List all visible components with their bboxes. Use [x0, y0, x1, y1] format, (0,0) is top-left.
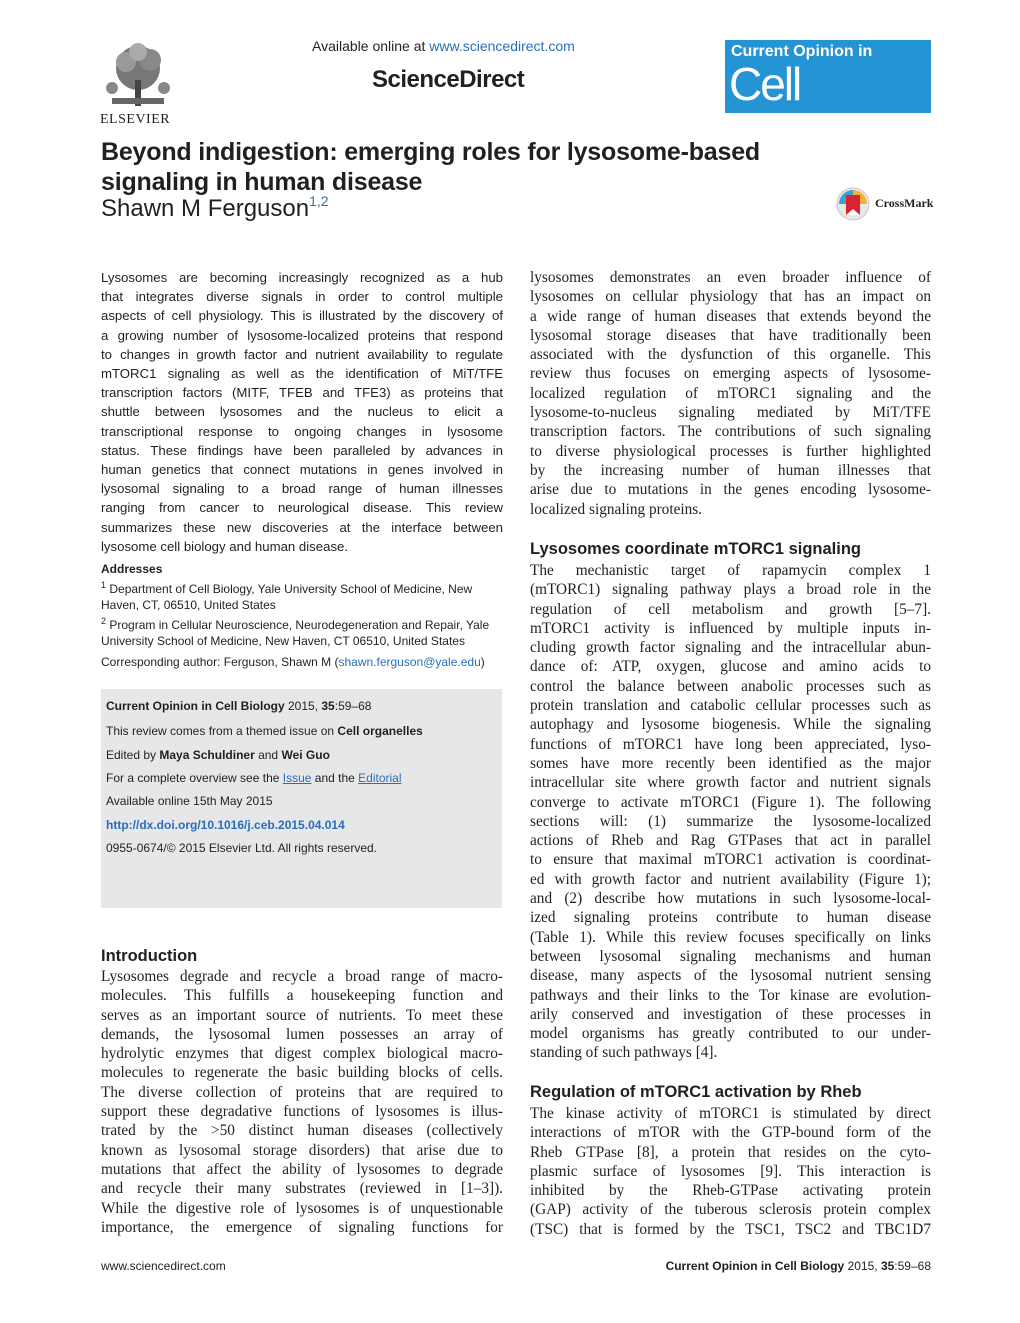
mtorc1-line: autophagy and lysosome biogenesis. While the signaling — [530, 716, 931, 734]
intro-line: demands, the lysosomal lumen possesses an array of — [101, 1025, 503, 1043]
infobox-and: and — [254, 748, 282, 762]
footer-volume: 35 — [880, 1259, 895, 1273]
mtorc1-line: somes have more recently been identified as the major — [530, 754, 931, 772]
footer-pages: :59–68 — [894, 1259, 931, 1273]
intro-line: The diverse collection of proteins that are required to — [101, 1083, 503, 1101]
author-name: Shawn M Ferguson — [101, 195, 310, 222]
footer-year: 2015, — [844, 1259, 881, 1273]
mtorc1-line: intracellular site where growth factor and nutrient signals — [530, 774, 931, 792]
mtorc1-line: converge to activate mTORC1 (Figure 1). The following — [530, 793, 931, 811]
mtorc1-line: standing of such pathways [4]. — [530, 1044, 718, 1062]
crossmark-icon — [835, 186, 871, 222]
body-line: by the increasing number of human illnesses that — [530, 461, 931, 479]
footer-citation — [666, 1259, 931, 1273]
infobox-available: Available online 15th May 2015 — [106, 794, 273, 808]
intro-body — [101, 967, 503, 1237]
mtorc1-line: mTORC1 activity is influenced by multiple inputs in- — [530, 619, 931, 637]
infobox-editor-2: Wei Guo — [281, 748, 330, 762]
body-line: transcription factors. The contributions of such signaling — [530, 423, 931, 441]
rheb-line: inhibited by the Rheb-GTPase activating protein — [530, 1182, 931, 1200]
abstract-line: that integrates diverse signals in order to control multiple — [101, 289, 503, 305]
intro-line: support these degradative functions of lysosomes is illus- — [101, 1103, 503, 1121]
abstract-line: transcriptional response to ongoing changes in lysosome — [101, 423, 503, 439]
infobox-editors — [106, 748, 330, 762]
section-heading-mtorc1: Lysosomes coordinate mTORC1 signaling — [530, 540, 861, 558]
infobox-overview — [106, 771, 402, 785]
mtorc1-line: disease, many aspects of the lysosomal nutrient sensing — [530, 967, 931, 985]
infobox-pages: :59–68 — [334, 699, 372, 713]
editorial-link[interactable]: Editorial — [358, 771, 402, 785]
mtorc1-line: between lysosomal signaling mechanisms and human — [530, 947, 931, 965]
body-line: localized signaling proteins. — [530, 500, 703, 518]
intro-line: Lysosomes degrade and recycle a broad range of macro- — [101, 968, 503, 985]
address-1-cont: Haven, CT, 06510, United States — [101, 598, 276, 612]
mtorc1-line: ized signaling proteins contribute to human disease — [530, 909, 931, 927]
mtorc1-line: The mechanistic target of rapamycin complex 1 — [530, 562, 931, 579]
available-prefix: Available online at — [312, 38, 430, 54]
mtorc1-line: protein translation and catabolic cellular processes such as — [530, 697, 931, 715]
abstract — [101, 268, 503, 556]
infobox-theme-name: Cell organelles — [337, 724, 423, 738]
corr-suffix: ) — [480, 655, 485, 669]
body-line: lysosome-to-nucleus signaling mediated by MiT/TFE — [530, 404, 931, 422]
corr-email-link[interactable]: shawn.ferguson@yale.edu — [338, 655, 481, 669]
abstract-line: human genetics that connect mutations in genes involved in — [101, 462, 503, 478]
infobox-edited-prefix: Edited by — [106, 748, 160, 762]
address-2-num: 2 — [101, 616, 107, 626]
infobox-journal: Current Opinion in Cell Biology — [106, 699, 285, 713]
mtorc1-line: actions of Rheb and Rag GTPases that act in parallel — [530, 832, 931, 850]
intro-line: While the digestive role of lysosomes is of unquestionable — [101, 1199, 503, 1217]
infobox-theme-prefix: This review comes from a themed issue on — [106, 724, 338, 738]
body-line: a wide range of human diseases that extends beyond the — [530, 307, 931, 325]
mtorc1-line: ed with growth factor and nutrient availability (Figure 1); — [530, 870, 931, 888]
infobox-year: 2015, — [284, 699, 322, 713]
rheb-line: (GAP) activity of the tuberous sclerosis protein complex — [530, 1201, 931, 1219]
infobox-citation — [106, 699, 371, 713]
journal-logo-line1: Current Opinion in — [731, 43, 873, 60]
intro-line: molecules. This fulfills a housekeeping function and — [101, 987, 503, 1005]
abstract-line: lysosome cell biology and human disease. — [101, 538, 349, 554]
abstract-line: transcription factors (MITF, TFEB and TFE3) as proteins that — [101, 385, 503, 401]
sciencedirect-brand: ScienceDirect — [372, 66, 525, 93]
abstract-line: to changes in growth factor and nutrient availability to regulate — [101, 346, 503, 362]
body-line: lysosomes on cellular physiology that has an impact on — [530, 288, 931, 306]
abstract-line: shuttle between lysosomes and the nucleus to elicit a — [101, 404, 503, 420]
body-line: arise due to mutations in the genes encoding lysosome- — [530, 481, 931, 499]
publisher-name: ELSEVIER — [100, 112, 171, 127]
mtorc1-line: to ensure that maximal mTORC1 activation is coordinat- — [530, 851, 931, 869]
doi-link[interactable]: http://dx.doi.org/10.1016/j.ceb.2015.04.014 — [106, 818, 345, 832]
body-line: localized regulation of mTORC1 signaling and the — [530, 384, 931, 402]
crossmark-badge[interactable] — [835, 186, 935, 222]
article-title: Beyond indigestion: emerging roles for lysosome-based signaling in human disease — [101, 138, 760, 196]
address-1-num: 1 — [101, 580, 107, 590]
body-line: review thus focuses on emerging aspects of lysosome- — [530, 365, 931, 383]
mtorc1-line: control the balance between anabolic processes such as — [530, 677, 931, 695]
sciencedirect-link[interactable]: www.sciencedirect.com — [429, 38, 575, 54]
issue-link[interactable]: Issue — [282, 771, 312, 785]
intro-line: and recycle their many substrates (reviewed in [1–3]). — [101, 1180, 503, 1198]
infobox-editor-1: Maya Schuldiner — [159, 748, 255, 762]
mtorc1-line: model organisms has greatly contributed to our under- — [530, 1025, 931, 1043]
journal-logo-line2: Cell Biology — [729, 58, 866, 162]
mtorc1-line: (Table 1). While this review focuses specifically on links — [530, 928, 931, 946]
mtorc1-line: functions of mTORC1 have long been appreciated, lyso- — [530, 735, 931, 753]
rheb-line: interactions of mTOR with the GTP-bound form of the — [530, 1124, 931, 1142]
intro-line: mutations that affect the ability of lysosomes to degrade — [101, 1160, 503, 1178]
body-line: lysosomes demonstrates an even broader influence of — [530, 269, 931, 286]
infobox-overview-mid: and the — [311, 771, 359, 785]
intro-line: importance, the emergence of signaling functions for — [101, 1218, 503, 1236]
rheb-body — [530, 1104, 931, 1239]
intro-line: known as lysosomal storage disorders) that arise due to — [101, 1141, 503, 1159]
rheb-line: (TSC) that is formed by the TSC1, TSC2 and TBC1D7 — [530, 1220, 931, 1238]
available-online — [312, 38, 575, 54]
address-1 — [101, 577, 503, 597]
corr-prefix: Corresponding author: Ferguson, Shawn M ( — [101, 655, 339, 669]
author — [101, 195, 329, 223]
abstract-line: lysosomal signaling to a broad range of human illnesses — [101, 481, 503, 497]
mtorc1-line: and (2) describe how mutations in such lysosome-local- — [530, 890, 931, 908]
intro-line: molecules to regenerate the basic building blocks of cells. — [101, 1064, 503, 1082]
mtorc1-line: regulation of cell metabolism and growth [5–7]. — [530, 600, 931, 618]
intro-line: trated by the >50 distinct human diseases (collectively — [101, 1122, 503, 1140]
mtorc1-line: arily conserved and investigation of these processes in — [530, 1005, 931, 1023]
infobox-theme — [106, 724, 423, 738]
author-affiliation-sup[interactable]: 1,2 — [309, 193, 329, 209]
body-line: associated with the dysfunction of this organelle. This — [530, 346, 931, 364]
infobox-overview-prefix: For a complete overview see the — [106, 771, 283, 785]
abstract-line: summarizes these new discoveries at the interface between — [101, 519, 503, 535]
footer-journal: Current Opinion in Cell Biology — [665, 1259, 845, 1273]
address-2-line1: Program in Cellular Neuroscience, Neurodegeneration and Repair, Yale — [109, 618, 490, 632]
body-line: to diverse physiological processes is further highlighted — [530, 442, 931, 460]
rheb-line: plasmic surface of lysosomes [9]. This interaction is — [530, 1162, 931, 1180]
rheb-line: The kinase activity of mTORC1 is stimulated by direct — [530, 1105, 931, 1122]
mtorc1-body — [530, 561, 931, 1063]
mtorc1-line: (mTORC1) signaling pathway plays a broad role in the — [530, 581, 931, 599]
address-2-cont: University School of Medicine, New Haven, CT 06510, United States — [101, 634, 465, 648]
intro-line: hydrolytic enzymes that digest complex biological macro- — [101, 1045, 503, 1063]
infobox-copyright: 0955-0674/© 2015 Elsevier Ltd. All rights reserved. — [106, 841, 377, 855]
abstract-line: mTORC1 signaling as well as the identification of MiT/TFE — [101, 366, 503, 382]
section-heading-introduction: Introduction — [101, 947, 198, 965]
mtorc1-line: sections will: (1) summarize the lysosome-localized — [530, 812, 931, 830]
addresses-heading: Addresses — [101, 562, 163, 576]
right-column-continuation — [530, 268, 931, 519]
address-1-line1: Department of Cell Biology, Yale University School of Medicine, New — [109, 582, 473, 596]
footer-url[interactable]: www.sciencedirect.com — [101, 1259, 226, 1273]
section-heading-rheb: Regulation of mTORC1 activation by Rheb — [530, 1083, 862, 1101]
article-info-box — [101, 689, 502, 908]
abstract-line: Lysosomes are becoming increasingly recognized as a hub — [101, 270, 503, 285]
addresses — [101, 561, 503, 649]
mtorc1-line: cluding growth factor signaling and the intracellular abun- — [530, 639, 931, 657]
journal-logo — [725, 40, 931, 162]
mtorc1-line: pathways and their links to the Tor kinase are evolution- — [530, 986, 931, 1004]
corresponding-author — [101, 655, 503, 669]
rheb-line: Rheb GTPase [8], a protein that resides on the cyto- — [530, 1143, 931, 1161]
elsevier-logo — [98, 40, 180, 130]
abstract-line: a growing number of lysosome-localized proteins that respond — [101, 327, 503, 343]
abstract-line: status. These findings have been paralleled by advances in — [101, 442, 503, 458]
mtorc1-line: dance of: ATP, oxygen, glucose and amino acids to — [530, 658, 931, 676]
infobox-volume: 35 — [321, 699, 335, 713]
crossmark-label: CrossMark — [875, 196, 934, 210]
address-2 — [101, 613, 503, 633]
body-line: lysosomal storage diseases that have traditionally been — [530, 326, 931, 344]
abstract-line: aspects of cell physiology. This is illustrated by the discovery of — [101, 308, 503, 324]
intro-line: serves as an important source of nutrients. To meet these — [101, 1006, 503, 1024]
abstract-line: ranging from cancer to neurological disease. This review — [101, 500, 503, 516]
